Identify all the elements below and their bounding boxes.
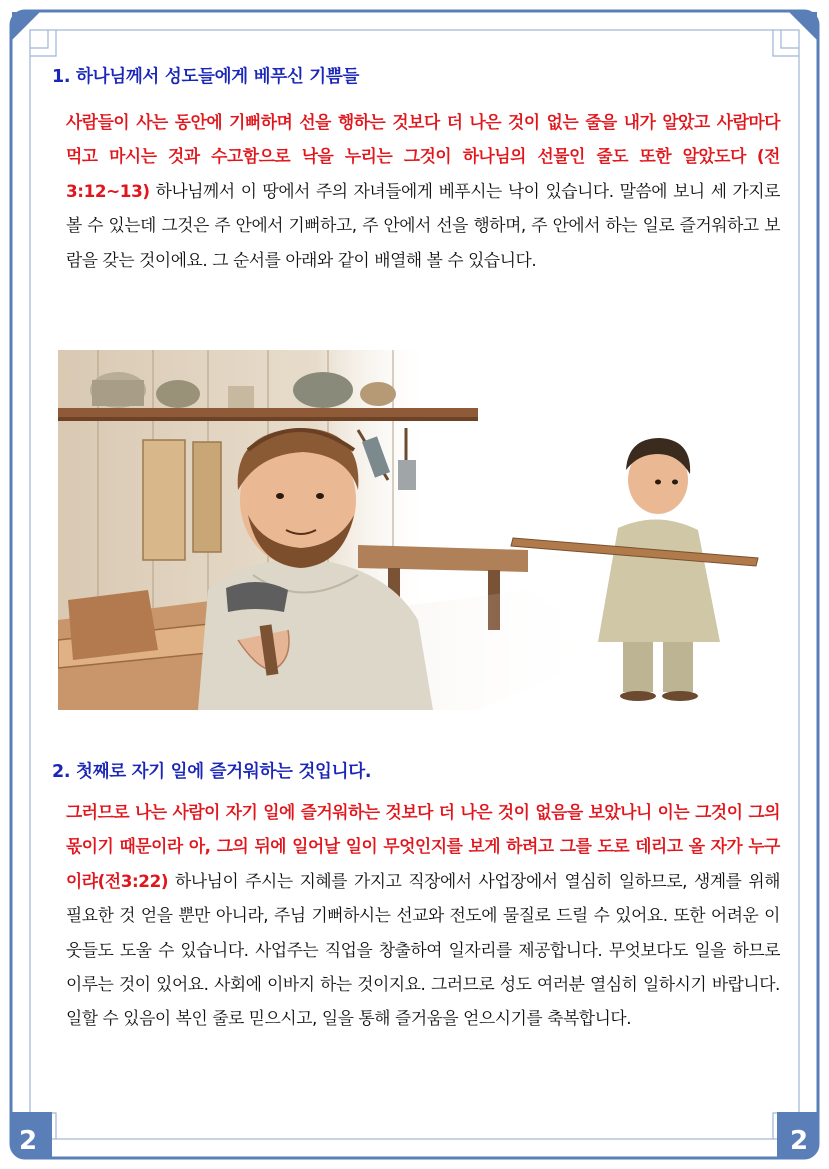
section-2-body: 하나님이 주시는 지혜를 가지고 직장에서 사업장에서 열심히 일하므로, 생계를 위해 필요한 것 얻을 뿐만 아니라, 주님 기뻐하시는 선교와 전도에 물질로 드릴 수 있어요. 또한 어려운 이웃들도 도울 수 있습니다. 사업주는 직업을 창출하여 일자리를 제공합니다. 무엇보다도 일을 하므로 이루는 것이 있어요. 사회에 이바지 하는 것이지요. 그러므로 성도 여러분 열심히 일하시기 바랍니다. 일할 수 있음이 복인 줄로 믿으시고, 일을 통해 즐거움을 얻으시기를 축복합니다. [66,870,780,1029]
page-number-left: 2 [19,1126,38,1156]
section-2-verse: 그러므로 나는 사람이 자기 일에 즐거워하는 것보다 더 나은 것이 없음을 보았나니 이는 그것이 그의 몫이기 때문이라 아, 그의 뒤에 일어날 일이 무엇인지를 보게 하려고 그를 도로 데리고 올 자가 누구이랴 [66,802,780,891]
section-2-heading: 2. 첫째로 자기 일에 즐거워하는 것입니다. [52,762,372,782]
section-2-reference: (전3:22) [97,870,169,891]
section-1-verse: 사람들이 사는 동안에 기뻐하며 선을 행하는 것보다 더 나은 것이 없는 줄을 내가 알았고 사람마다 먹고 마시는 것과 수고함으로 낙을 누리는 그것이 하나님의 선물인 줄도 또한 알았도다 [66,112,781,167]
section-1-reference: (전3:12~13) [66,146,780,201]
section-2-paragraph [66,795,780,1036]
section-1-heading: 1. 하나님께서 성도들에게 베푸신 기쁨들 [52,67,360,87]
carpenter-workshop-illustration [58,350,770,710]
section-1-body: 하나님께서 이 땅에서 주의 자녀들에게 베푸시는 낙이 있습니다. 말씀에 보니 세 가지로 볼 수 있는데 그것은 주 안에서 기뻐하고, 주 안에서 선을 행하며, 주 안에서 하는 일로 즐거워하고 보람을 갖는 것이에요. 그 순서를 아래와 같이 배열해 볼 수 있습니다. [66,180,780,270]
section-1-paragraph [66,105,780,277]
page-number-right: 2 [790,1126,809,1156]
